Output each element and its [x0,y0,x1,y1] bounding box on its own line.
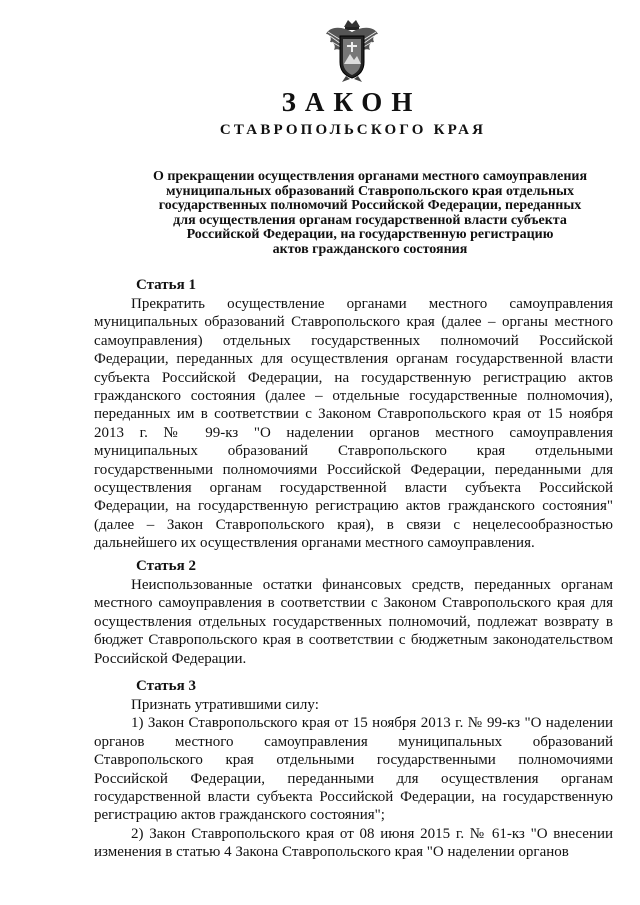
title-line: Российской Федерации, на государственную регистрацию [186,227,554,242]
stavropol-coat-of-arms-icon [324,18,380,84]
article-2-heading: Статья 2 [136,558,196,574]
title-line: для осуществления органам государственной власти субъекта [173,212,567,228]
title-line: О прекращении осуществления органами местного самоуправления [152,169,588,184]
article-paragraph: Прекратить осуществление органами местного самоуправления муниципальных образований Ставропольского края (далее – органы местного самоуправления) отдельных государственных полномочий Российской Федерации, переданных для осуществления органам государственной власти субъекта Российской Федерации, на государственную регистрацию актов гражданского состояния (далее – отдельные государственные полномочия), переданных им в соответствии с Законом Ставропольского края от 15 ноября 2013 г. № 99-кз "О наделении органов местного самоуправления муниципальных образований Ставропольского края отдельными государственными полномочиями Российской Федерации, переданными для осуществления органам государственной власти субъекта Российской Федерации, на государственную регистрацию актов гражданского состояния" (далее – Закон Ставропольского края), в связи с нецелесообразностью дальнейшего их осуществления органами местного самоуправления. [94,296,613,552]
article-paragraph: Признать утратившими силу: [131,697,319,713]
article-1-body [94,295,613,553]
title-line: государственных полномочий Российской Федерации, переданных [158,198,582,213]
article-2-body [94,576,613,668]
title-line: актов гражданского состояния [272,241,468,257]
region-name: СТАВРОПОЛЬСКОГО КРАЯ [219,122,487,138]
title-line: муниципальных образований Ставропольского края отдельных [165,183,575,199]
article-paragraph: Неиспользованные остатки финансовых средств, переданных органам местного самоуправления в соответствии с Законом Ставропольского края для осуществления отдельных государственных полномочий, подлежат возврату в бюджет Ставропольского края в соответствии с бюджетным законодательством Российской Федерации. [94,577,613,667]
law-title: ЗАКОН [281,87,422,117]
article-3-body [94,696,613,862]
article-paragraph: 1) Закон Ставропольского края от 15 ноября 2013 г. № 99-кз "О наделении органов местного самоуправления муниципальных образований Ставропольского края отдельными государственными полномочиями Российской Федерации, переданными для осуществления органам государственной власти субъекта Российской Федерации, на государственную регистрацию актов гражданского состояния"; [94,715,613,824]
article-paragraph: 2) Закон Ставропольского края от 08 июня 2015 г. № 61-кз "О внесении изменения в статью 4 Закона Ставропольского края "О наделении органов [94,825,613,861]
article-3-heading: Статья 3 [136,678,196,694]
article-1-heading: Статья 1 [136,277,196,293]
document-title [90,170,640,257]
